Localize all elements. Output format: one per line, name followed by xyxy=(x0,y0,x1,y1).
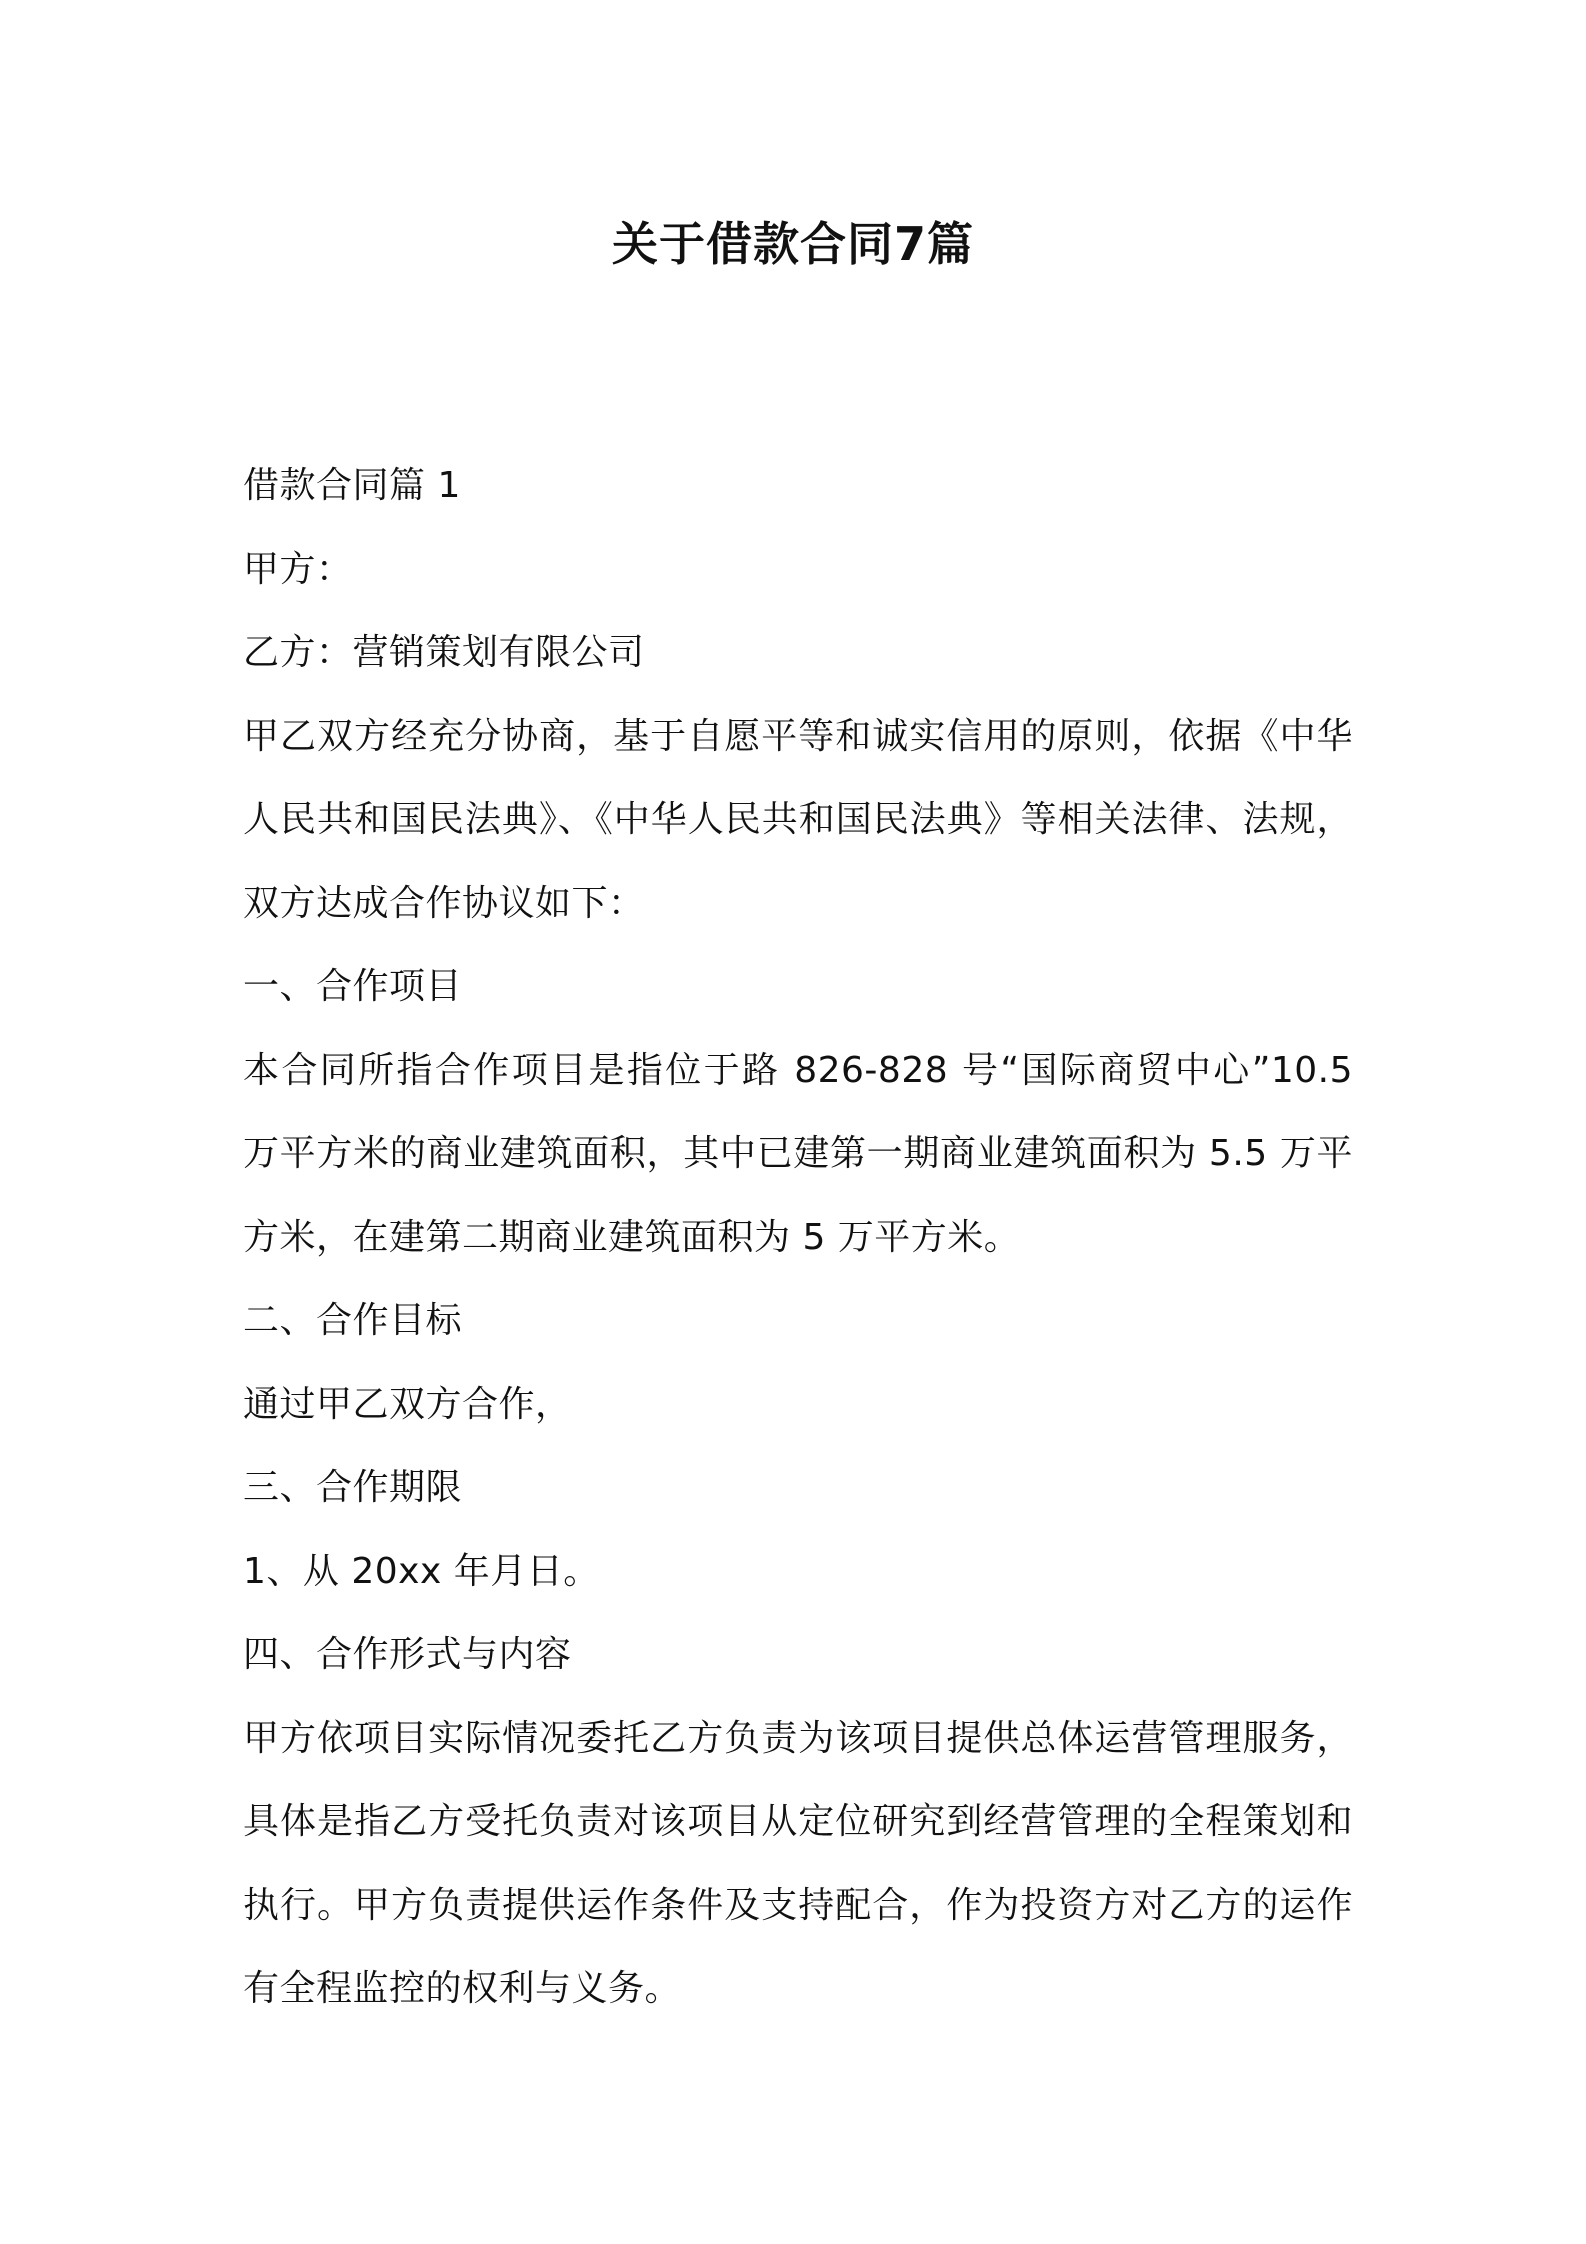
term-paragraph: 1、从 20xx 年月日。 xyxy=(243,1550,600,1592)
document-title: 关于借款合同7篇 xyxy=(611,217,974,271)
document-body xyxy=(243,444,1353,2031)
heading-cooperation-project: 一、合作项目 xyxy=(243,966,463,1007)
section-heading-contract-1: 借款合同篇 1 xyxy=(243,465,461,506)
party-b-line: 乙方：营销策划有限公司 xyxy=(243,632,645,673)
project-description-paragraph: 本合同所指合作项目是指位于路 826-828 号“国际商贸中心”10.5 万平方米的商业建筑面积，其中已建第一期商业建筑面积为 5.5 万平方米，在建第二期商业建筑面积为 5 万平方米。 xyxy=(243,1049,1353,1258)
heading-cooperation-form: 四、合作形式与内容 xyxy=(243,1634,572,1675)
preamble-paragraph: 甲乙双方经充分协商，基于自愿平等和诚实信用的原则，依据《中华人民共和国民法典》、《中华人民共和国民法典》等相关法律、法规，双方达成合作协议如下： xyxy=(243,715,1353,924)
goal-paragraph: 通过甲乙双方合作， xyxy=(243,1383,572,1425)
heading-cooperation-term: 三、合作期限 xyxy=(243,1467,463,1508)
form-content-paragraph: 甲方依项目实际情况委托乙方负责为该项目提供总体运营管理服务，具体是指乙方受托负责对该项目从定位研究到经营管理的全程策划和执行。甲方负责提供运作条件及支持配合，作为投资方对乙方的运作有全程监控的权利与义务。 xyxy=(243,1717,1353,2009)
heading-cooperation-goal: 二、合作目标 xyxy=(243,1300,463,1341)
party-a-line: 甲方： xyxy=(243,548,353,590)
